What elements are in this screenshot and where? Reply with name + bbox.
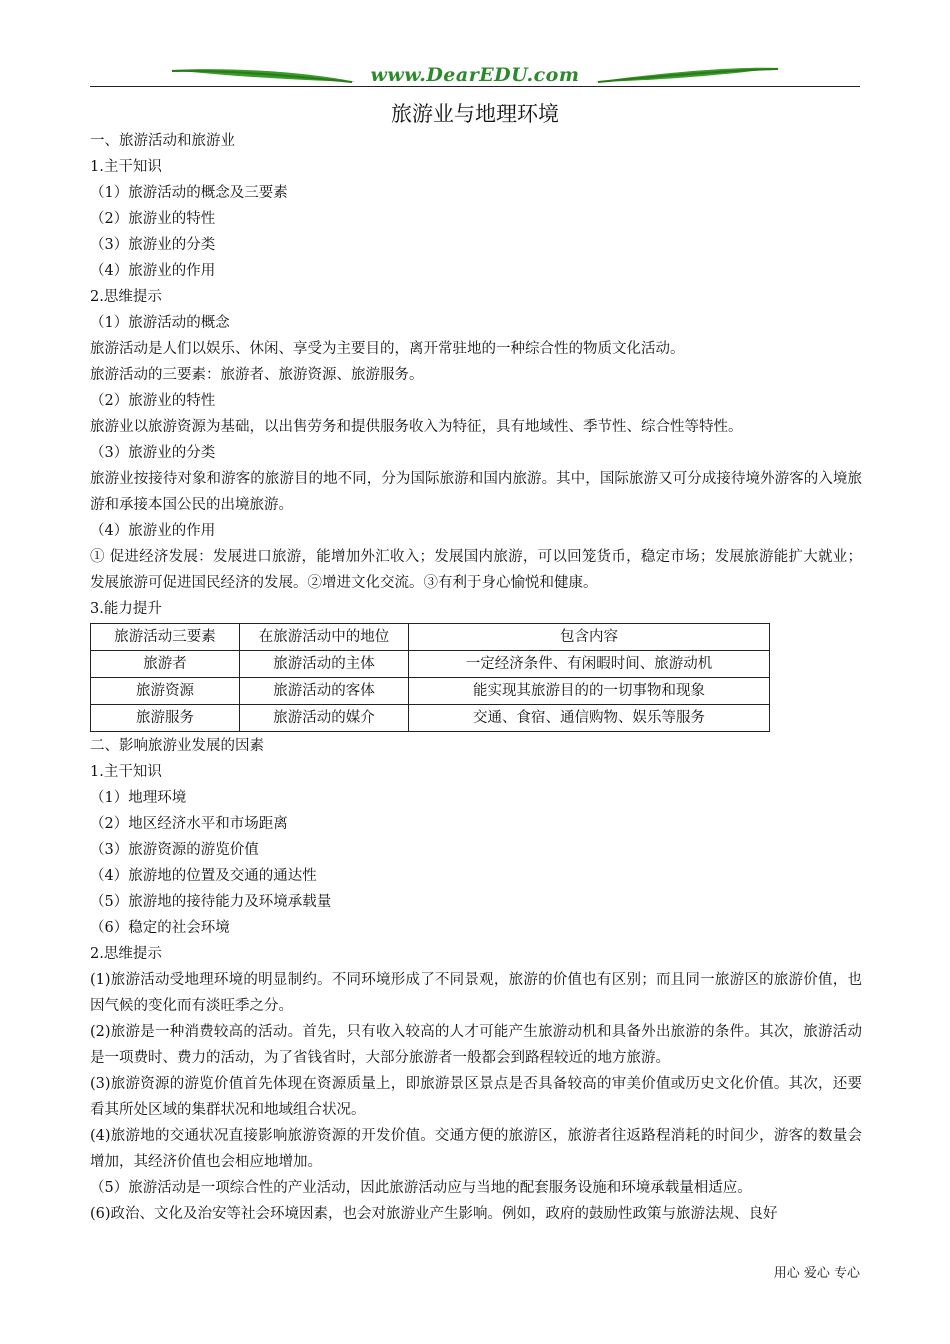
footer-slogan: 用心 爱心 专心: [773, 1266, 860, 1281]
list-item: （3）旅游业的分类: [90, 237, 216, 253]
section1-heading: 一、旅游活动和旅游业: [90, 133, 235, 149]
table-cell: 旅游活动的主体: [240, 651, 409, 678]
table-header-cell: 包含内容: [409, 624, 770, 651]
table-cell: 旅游活动的媒介: [240, 705, 409, 732]
point1-text2: 旅游活动的三要素：旅游者、旅游资源、旅游服务。: [90, 367, 424, 383]
table-row: [91, 651, 770, 678]
list-item: （4）旅游地的位置及交通的通达性: [90, 868, 317, 884]
list-item: （5）旅游地的接待能力及环境承载量: [90, 894, 332, 910]
table-cell: 旅游者: [91, 651, 240, 678]
table-row: [91, 678, 770, 705]
section1-sub2: 2.思维提示: [90, 289, 162, 305]
point2-heading: （2）旅游业的特性: [90, 393, 216, 409]
list-item: （4）旅游业的作用: [90, 263, 216, 279]
section2-sub1: 1.主干知识: [90, 764, 162, 780]
table-row: [91, 705, 770, 732]
list-item: （6）稳定的社会环境: [90, 920, 230, 936]
logo-text: www.DearEDU.com: [370, 64, 580, 86]
table-header-row: [91, 624, 770, 651]
section1-sub3: 3.能力提升: [90, 601, 162, 617]
list-item: （2）旅游业的特性: [90, 211, 216, 227]
section2-para: (4)旅游地的交通状况直接影响旅游资源的开发价值。交通方便的旅游区，旅游者往返路程消耗的时间少，游客的数量会增加，其经济价值也会相应地增加。: [90, 1128, 862, 1170]
table-cell: 能实现其旅游目的的一切事物和现象: [409, 678, 770, 705]
table-header-cell: 旅游活动三要素: [91, 624, 240, 651]
page-title: 旅游业与地理环境: [391, 102, 559, 126]
section2-para: （5）旅游活动是一项综合性的产业活动，因此旅游活动应与当地的配套服务设施和环境承载量相适应。: [90, 1180, 752, 1196]
section2-sub2: 2.思维提示: [90, 946, 162, 962]
section2-para: (1)旅游活动受地理环境的明显制约。不同环境形成了不同景观，旅游的价值也有区别；而且同一旅游区的旅游价值，也因气候的变化而有淡旺季之分。: [90, 972, 862, 1014]
section1-sub1: 1.主干知识: [90, 159, 162, 175]
point3-text: 旅游业按接待对象和游客的旅游目的地不同，分为国际旅游和国内旅游。其中，国际旅游又可分成接待境外游客的入境旅游和承接本国公民的出境旅游。: [90, 471, 862, 513]
point3-heading: （3）旅游业的分类: [90, 445, 216, 461]
table-cell: 一定经济条件、有闲暇时间、旅游动机: [409, 651, 770, 678]
point4-heading: （4）旅游业的作用: [90, 523, 216, 539]
point1-text1: 旅游活动是人们以娱乐、休闲、享受为主要目的，离开常驻地的一种综合性的物质文化活动。: [90, 341, 685, 357]
point2-text: 旅游业以旅游资源为基础，以出售劳务和提供服务收入为特征，具有地域性、季节性、综合性等特性。: [90, 419, 743, 435]
list-item: （1）地理环境: [90, 790, 187, 806]
section2-para: (6)政治、文化及治安等社会环境因素，也会对旅游业产生影响。例如，政府的鼓励性政策与旅游法规、良好: [90, 1206, 778, 1222]
header-rule: [90, 86, 860, 87]
point4-text: ① 促进经济发展：发展进口旅游，能增加外汇收入；发展国内旅游，可以回笼货币，稳定市场；发展旅游能扩大就业；发展旅游可促进国民经济的发展。②增进文化交流。③有利于身心愉悦和健康。: [90, 549, 862, 591]
list-item: （2）地区经济水平和市场距离: [90, 816, 288, 832]
table-cell: 旅游活动的客体: [240, 678, 409, 705]
point1-heading: （1）旅游活动的概念: [90, 315, 230, 331]
section2-para: (3)旅游资源的游览价值首先体现在资源质量上，即旅游景区景点是否具备较高的审美价值或历史文化价值。其次，还要看其所处区域的集群状况和地域组合状况。: [90, 1076, 862, 1118]
table-cell: 交通、食宿、通信购物、娱乐等服务: [409, 705, 770, 732]
document-body: [90, 128, 862, 1227]
list-item: （1）旅游活动的概念及三要素: [90, 185, 288, 201]
section2-heading: 二、影响旅游业发展的因素: [90, 738, 264, 754]
list-item: （3）旅游资源的游览价值: [90, 842, 259, 858]
section2-para: (2)旅游是一种消费较高的活动。首先，只有收入较高的人才可能产生旅游动机和具备外出旅游的条件。其次，旅游活动是一项费时、费力的活动，为了省钱省时，大部分旅游者一般都会到路程较近的地方旅游。: [90, 1024, 862, 1066]
table-header-cell: 在旅游活动中的地位: [240, 624, 409, 651]
table-cell: 旅游资源: [91, 678, 240, 705]
table-cell: 旅游服务: [91, 705, 240, 732]
ability-table: [90, 623, 770, 732]
